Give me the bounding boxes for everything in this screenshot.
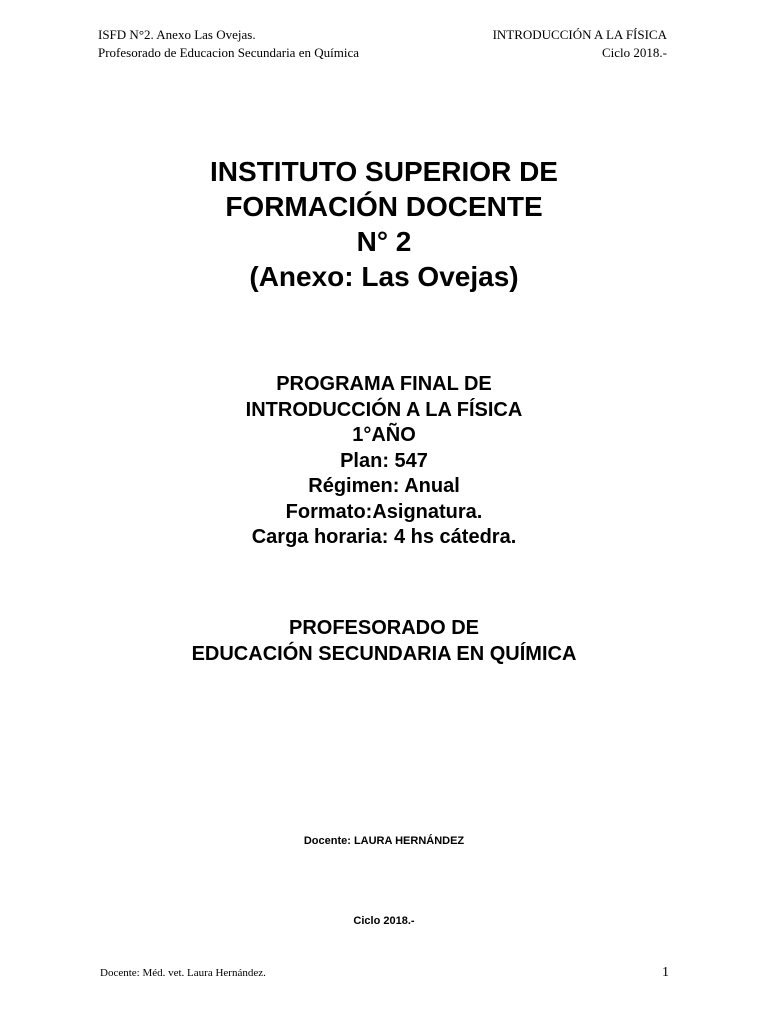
header-career: Profesorado de Educacion Secundaria en Química	[98, 45, 359, 60]
career-line: PROFESORADO DE	[288, 617, 480, 639]
page-number: 1	[662, 965, 669, 980]
header-institution: ISFD N°2. Anexo Las Ovejas.	[98, 27, 256, 42]
program-line: INTRODUCCIÓN A LA FÍSICA	[245, 398, 523, 421]
program-info	[0, 372, 768, 551]
career-line: EDUCACIÓN SECUNDARIA EN QUÍMICA	[191, 642, 577, 665]
program-line: Plan: 547	[340, 449, 428, 472]
title-line: (Anexo: Las Ovejas)	[249, 261, 519, 292]
ciclo-line: Ciclo 2018.-	[353, 915, 415, 927]
program-line: PROGRAMA FINAL DE	[276, 373, 492, 395]
program-line: Formato:Asignatura.	[285, 500, 483, 523]
career-title	[0, 616, 768, 667]
title-line: FORMACIÓN DOCENTE	[225, 191, 543, 222]
header-subject: INTRODUCCIÓN A LA FÍSICA	[492, 27, 667, 42]
title-line: INSTITUTO SUPERIOR DE	[210, 156, 558, 187]
program-line: 1°AÑO	[352, 424, 416, 446]
header-cycle: Ciclo 2018.-	[602, 45, 667, 60]
program-line: Carga horaria: 4 hs cátedra.	[251, 526, 517, 548]
docente-line: Docente: LAURA HERNÁNDEZ	[303, 835, 465, 847]
title-line: N° 2	[356, 226, 412, 257]
footer-docente: Docente: Méd. vet. Laura Hernández.	[100, 967, 266, 979]
document-title	[0, 154, 768, 294]
program-line: Régimen: Anual	[308, 475, 460, 497]
